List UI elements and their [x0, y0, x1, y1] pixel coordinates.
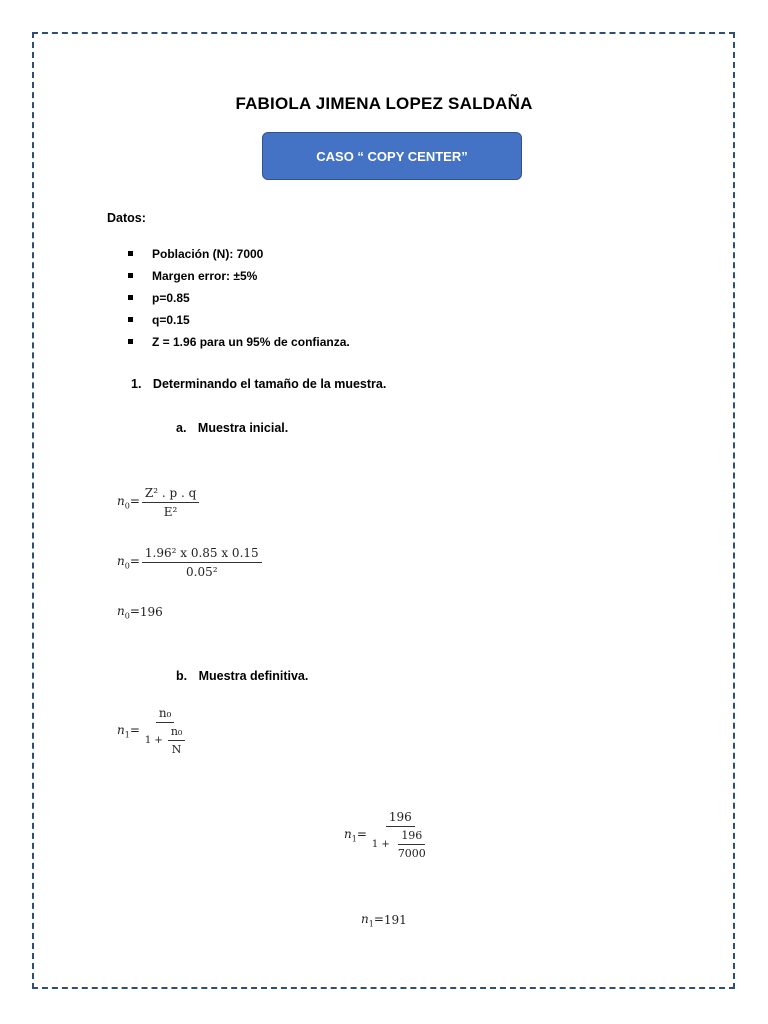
datos-list: [128, 245, 350, 355]
formula-initial-sample: $n_0=$ $\frac{\text{Z² . p . q}}{\text{E²}}$: [117, 486, 199, 519]
case-title-label: CASO “ COPY CENTER”: [316, 148, 468, 164]
formula-3-value: 196: [139, 605, 163, 620]
formula-final-substitution: $n_1=$ 196 1 + $\frac{196}{7000}$: [344, 810, 432, 860]
datos-item: p=0.85: [128, 289, 350, 311]
subsection-b-letter: b.: [176, 669, 188, 683]
formula-6-value: 191: [383, 913, 407, 928]
formula-4-den-prefix: 1 +: [144, 735, 163, 746]
formula-5-den-prefix: 1 +: [371, 839, 390, 850]
datos-item: Población (N): 7000: [128, 245, 350, 267]
formula-4-den-numerator: n₀: [168, 725, 186, 741]
subsection-a-letter: a.: [176, 421, 187, 435]
subsection-a-title: Muestra inicial.: [197, 421, 289, 435]
formula-1-numerator: Z² . p . q: [142, 486, 199, 503]
section-1-title: Determinando el tamaño de la muestra.: [152, 377, 387, 391]
datos-heading: Datos:: [107, 211, 146, 225]
datos-item: Z = 1.96 para un 95% de confianza.: [128, 333, 350, 355]
datos-item: Margen error: ±5%: [128, 267, 350, 289]
formula-initial-substitution: $n_0=$ $\frac{\text{1.96² x 0.85 x 0.15}}{\text{0.05²}}$: [117, 546, 262, 579]
section-1-heading: [131, 377, 386, 391]
datos-item: q=0.15: [128, 311, 350, 333]
subsection-b-heading: [176, 669, 308, 683]
subsection-b-title: Muestra definitiva.: [198, 669, 309, 683]
formula-final-sample: $n_1=$ n₀ 1 + $\frac{\text{n₀}}{N}$: [117, 706, 188, 756]
case-title-box: [262, 132, 522, 180]
formula-initial-result: $n_0=$ 196: [117, 604, 163, 621]
formula-4-den-denominator: N: [171, 743, 182, 756]
subsection-a-heading: [176, 421, 288, 435]
formula-2-denominator: 0.05²: [186, 565, 218, 579]
formula-final-result: $n_1=$ 191: [361, 912, 407, 929]
formula-2-numerator: 1.96² x 0.85 x 0.15: [142, 546, 262, 563]
section-1-number: 1.: [131, 377, 142, 391]
formula-4-numerator: n₀: [156, 706, 175, 723]
formula-1-denominator: E²: [163, 505, 178, 519]
formula-5-den-numerator: 196: [398, 829, 425, 845]
formula-5-numerator: 196: [386, 810, 415, 827]
author-title: FABIOLA JIMENA LOPEZ SALDAÑA: [235, 94, 533, 113]
formula-5-den-denominator: 7000: [397, 847, 426, 860]
